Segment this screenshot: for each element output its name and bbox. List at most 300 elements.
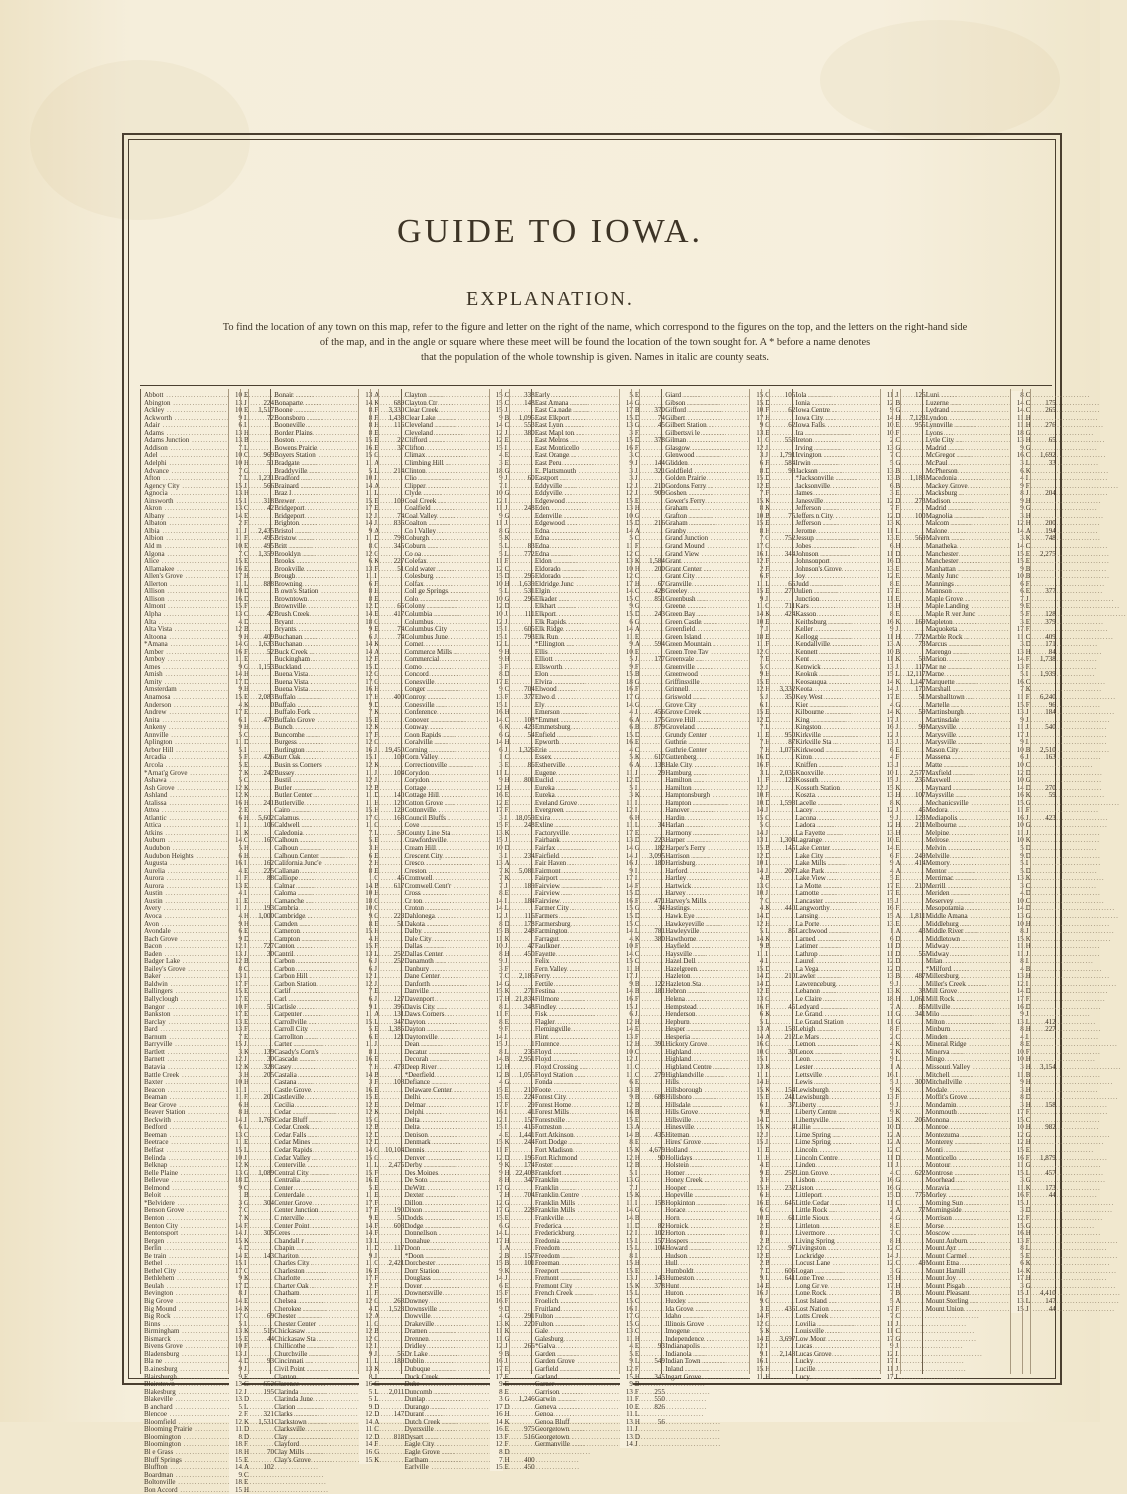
grid-letter: L: [1026, 1169, 1035, 1177]
grid-letter: H: [1026, 1086, 1035, 1094]
town-name: Bluffton .....: [144, 1463, 230, 1471]
grid-letter: H: [765, 1373, 774, 1381]
grid-number: 8: [359, 421, 372, 429]
population: 157: [513, 1252, 535, 1260]
grid-number: 13: [359, 565, 372, 573]
grid-letter: F: [1026, 995, 1035, 1003]
town-name: Ladora .....: [796, 821, 882, 829]
grid-letter: F: [244, 1342, 253, 1350]
grid-number: 12: [620, 572, 633, 580]
grid-letter: H: [505, 708, 514, 716]
grid-number: 10: [229, 587, 242, 595]
grid-letter: I: [244, 746, 253, 754]
grid-number: 9: [1011, 602, 1024, 610]
population: 109: [382, 753, 404, 761]
grid-number: 6: [750, 1010, 763, 1018]
town-name: Fairfield .....: [535, 852, 621, 860]
population: 190: [382, 1206, 404, 1214]
grid-letter: G: [896, 1335, 905, 1343]
town-name: Malvern .....: [926, 534, 1012, 542]
column-divider: [792, 389, 793, 1374]
population: 106: [252, 821, 274, 829]
grid-letter: J: [635, 489, 644, 497]
grid-number: 9: [750, 595, 763, 603]
grid-number: 15: [490, 1123, 503, 1131]
grid-number: 7: [881, 451, 894, 459]
grid-letter: H: [505, 648, 514, 656]
population: 138: [643, 761, 665, 769]
grid-letter: H: [244, 920, 253, 928]
grid-number: 5: [1011, 1252, 1024, 1260]
grid-number: 13: [620, 1033, 633, 1041]
grid-letter: D: [765, 753, 774, 761]
grid-letter: J: [896, 723, 905, 731]
grid-letter: K: [244, 769, 253, 777]
population: 2,011: [382, 1388, 404, 1396]
population: 781: [643, 927, 665, 935]
town-name: Humboldt .....: [665, 1267, 751, 1275]
grid-letter: B: [896, 482, 905, 490]
town-name: Central City .....: [274, 1169, 360, 1177]
grid-letter: D: [765, 1116, 774, 1124]
town-name: Clifton .....: [405, 444, 491, 452]
grid-number: 11: [490, 519, 503, 527]
grid-letter: H: [244, 1071, 253, 1079]
grid-letter: A: [635, 716, 644, 724]
population: 116: [513, 912, 535, 920]
town-name: *Milford .....: [926, 965, 1012, 973]
grid-letter: G: [635, 512, 644, 520]
grid-letter: E: [374, 1025, 383, 1033]
town-name: Browntown .....: [274, 595, 360, 603]
grid-number: 15: [490, 1138, 503, 1146]
town-name: Carter .....: [274, 1040, 360, 1048]
grid-number: 11: [881, 1320, 894, 1328]
town-name: Davenport .....: [405, 995, 491, 1003]
grid-number: 15: [750, 1138, 763, 1146]
grid-number: 16: [359, 1086, 372, 1094]
town-name: Coal Valley .....: [405, 512, 491, 520]
grid-number: 13: [881, 920, 894, 928]
town-name: Marysville .....: [926, 738, 1012, 746]
grid-number: 16: [490, 708, 503, 716]
grid-letter: H: [244, 1108, 253, 1116]
town-name: Big Rock .....: [144, 1312, 230, 1320]
town-name: Burgess .....: [274, 738, 360, 746]
grid-letter: A: [896, 640, 905, 648]
population: 61: [773, 1214, 795, 1222]
grid-letter: D: [374, 701, 383, 709]
grid-letter: C: [374, 542, 383, 550]
town-name: Kniffen .....: [796, 761, 882, 769]
grid-number: 11: [229, 1138, 242, 1146]
grid-number: 15: [490, 572, 503, 580]
grid-letter: H: [635, 580, 644, 588]
grid-number: 13: [750, 1025, 763, 1033]
grid-number: 13: [1011, 1297, 1024, 1305]
grid-letter: J: [505, 504, 514, 512]
grid-number: 6: [750, 459, 763, 467]
grid-letter: I: [244, 1320, 253, 1328]
population: 378: [643, 1282, 665, 1290]
grid-letter: G: [635, 904, 644, 912]
grid-letter: D: [635, 436, 644, 444]
grid-letter: B: [505, 414, 514, 422]
grid-letter: H: [896, 602, 905, 610]
grid-letter: C: [1026, 633, 1035, 641]
grid-letter: F: [505, 1010, 514, 1018]
grid-letter: G: [374, 912, 383, 920]
town-name: Ashland .....: [144, 791, 230, 799]
grid-number: 15: [359, 1154, 372, 1162]
grid-letter: B: [896, 474, 905, 482]
town-name: B anchard .....: [144, 1403, 230, 1411]
population: 84: [1034, 648, 1056, 656]
grid-number: 14: [620, 950, 633, 958]
grid-number: 15: [490, 1214, 503, 1222]
town-name: Mill Grove .....: [926, 987, 1012, 995]
grid-letter: D: [244, 1395, 253, 1403]
grid-letter: D: [1026, 904, 1035, 912]
population: 43: [904, 927, 926, 935]
town-name: Duke .....: [405, 1380, 491, 1388]
grid-number: 5: [229, 844, 242, 852]
town-name: Melvin .....: [926, 844, 1012, 852]
town-name: Bethel .....: [144, 1259, 230, 1267]
grid-number: 11: [359, 791, 372, 799]
town-name: Green Bay .....: [665, 610, 751, 618]
town-name: Barclay .....: [144, 1018, 230, 1026]
grid-letter: K: [765, 1063, 774, 1071]
grid-letter: A: [896, 1297, 905, 1305]
grid-letter: F: [244, 1222, 253, 1230]
grid-letter: J: [374, 957, 383, 965]
population: 347: [513, 1176, 535, 1184]
grid-letter: J: [1026, 708, 1035, 716]
grid-number: 8: [1011, 1040, 1024, 1048]
grid-letter: B: [635, 406, 644, 414]
town-name: East Ca.nade .....: [535, 406, 621, 414]
population: 140: [382, 791, 404, 799]
grid-number: 13: [229, 489, 242, 497]
grid-number: 11: [620, 1199, 633, 1207]
town-name: Giard .....: [665, 391, 751, 399]
population: 143: [643, 1274, 665, 1282]
column-rule: [501, 389, 502, 1374]
town-name: Elwood .....: [535, 685, 621, 693]
town-name: Greenville .....: [665, 663, 751, 671]
town-name: Corn Valley .....: [405, 753, 491, 761]
town-name: Hartwick .....: [665, 882, 751, 890]
grid-number: 11: [750, 1373, 763, 1381]
grid-number: 7: [881, 504, 894, 512]
grid-number: 16: [490, 1357, 503, 1365]
grid-letter: A: [896, 1206, 905, 1214]
grid-number: 15: [359, 1093, 372, 1101]
population: 72: [252, 414, 274, 422]
town-name: Luni .....: [926, 391, 1012, 399]
town-name: Floyd Crossing .....: [535, 1063, 621, 1071]
grid-number: 9: [1011, 738, 1024, 746]
population: 727: [252, 942, 274, 950]
grid-letter: D: [505, 844, 514, 852]
town-name: Campton .....: [274, 935, 360, 943]
grid-letter: C: [374, 1425, 383, 1433]
population: 1,438: [382, 414, 404, 422]
grid-number: 16: [881, 723, 894, 731]
town-name: Jessup .....: [796, 534, 882, 542]
population: 2,951: [513, 1055, 535, 1063]
population: 51: [904, 693, 926, 701]
grid-letter: E: [635, 648, 644, 656]
town-name: Dayton .....: [405, 1025, 491, 1033]
grid-number: 7: [750, 738, 763, 746]
town-name: Buckingham .....: [274, 655, 360, 663]
grid-number: 17: [1011, 1108, 1024, 1116]
town-name: Clay's Grove .....: [274, 1456, 360, 1464]
grid-letter: J: [1026, 1010, 1035, 1018]
population: 378: [643, 436, 665, 444]
grid-letter: G: [505, 1206, 514, 1214]
grid-letter: K: [244, 1418, 253, 1426]
town-name: Border Plains .....: [274, 429, 360, 437]
town-entry: [796, 1373, 920, 1381]
population: 300: [904, 1078, 926, 1086]
grid-letter: H: [374, 587, 383, 595]
grid-letter: E: [244, 693, 253, 701]
grid-number: 12: [490, 1154, 503, 1162]
population: 162: [252, 859, 274, 867]
grid-letter: G: [374, 1320, 383, 1328]
grid-letter: J: [635, 1274, 644, 1282]
grid-number: 8: [620, 1252, 633, 1260]
grid-number: 4: [229, 701, 242, 709]
grid-number: 6: [620, 618, 633, 626]
grid-number: 8: [490, 1388, 503, 1396]
grid-number: 15: [620, 1267, 633, 1275]
town-name: Lost Nation .....: [796, 1305, 882, 1313]
town-name: Greenfield .....: [665, 625, 751, 633]
grid-letter: J: [896, 1078, 905, 1086]
grid-number: 14: [750, 806, 763, 814]
grid-letter: E: [765, 1199, 774, 1207]
grid-number: 15: [1011, 799, 1024, 807]
grid-number: 4: [750, 1161, 763, 1169]
grid-letter: E: [1026, 1040, 1035, 1048]
town-name: Durango .....: [405, 1403, 491, 1411]
town-name: Corning .....: [405, 746, 491, 754]
town-name: Brewer .....: [274, 497, 360, 505]
population: 270: [773, 587, 795, 595]
grid-letter: G: [896, 1010, 905, 1018]
grid-letter: B: [374, 784, 383, 792]
grid-letter: H: [374, 935, 383, 943]
town-name: Center Point .....: [274, 1222, 360, 1230]
grid-letter: L: [765, 769, 774, 777]
town-name: Moravia .....: [926, 1184, 1012, 1192]
grid-number: 4: [1011, 474, 1024, 482]
grid-number: 14: [1011, 784, 1024, 792]
town-name: Bon Accord .....: [144, 1486, 230, 1494]
grid-number: 7: [881, 1003, 894, 1011]
town-name: Lacelle .....: [796, 799, 882, 807]
grid-number: 15: [490, 391, 503, 399]
grid-letter: K: [896, 1116, 905, 1124]
town-name: Hebron .....: [665, 987, 751, 995]
grid-number: 6: [620, 1010, 633, 1018]
town-name: Mitchellville .....: [926, 1078, 1012, 1086]
grid-number: 9: [1011, 482, 1024, 490]
town-name: Manchester .....: [926, 557, 1012, 565]
town-name: Lovilia .....: [796, 1320, 882, 1328]
population: 59: [1034, 791, 1056, 799]
grid-number: 9: [620, 640, 633, 648]
grid-letter: C: [635, 1063, 644, 1071]
grid-letter: K: [1026, 836, 1035, 844]
grid-letter: K: [244, 1063, 253, 1071]
town-name: Edna .....: [535, 527, 621, 535]
column-rule: [240, 389, 241, 1374]
grid-number: 11: [359, 1244, 372, 1252]
town-name: Graham .....: [665, 519, 751, 527]
grid-letter: L: [505, 542, 514, 550]
grid-number: 9: [1011, 716, 1024, 724]
grid-letter: H: [374, 889, 383, 897]
town-name: Manhattan .....: [926, 565, 1012, 573]
grid-number: 9: [750, 421, 763, 429]
town-name: Calmar .....: [274, 882, 360, 890]
town-name: East Mapl ton .....: [535, 429, 621, 437]
grid-letter: D: [244, 935, 253, 943]
grid-letter: B: [765, 1237, 774, 1245]
grid-number: 12: [490, 1063, 503, 1071]
town-name: Dallas Center .....: [405, 950, 491, 958]
town-name: Clanton .....: [274, 1373, 360, 1381]
grid-number: 11: [750, 602, 763, 610]
grid-letter: F: [374, 655, 383, 663]
town-name: Boonsboro .....: [274, 414, 360, 422]
grid-number: 6: [750, 572, 763, 580]
grid-letter: B: [505, 1252, 514, 1260]
town-name: Lawler .....: [796, 972, 882, 980]
grid-letter: J: [1026, 1199, 1035, 1207]
grid-number: 6: [881, 482, 894, 490]
grid-letter: K: [635, 557, 644, 565]
grid-number: 14: [881, 414, 894, 422]
town-name: Charter Oak .....: [274, 1282, 360, 1290]
town-name: Marcus .....: [926, 640, 1012, 648]
town-name: Factoryville .....: [535, 829, 621, 837]
town-name: Middletown .....: [926, 935, 1012, 943]
grid-letter: J: [635, 1184, 644, 1192]
grid-letter: I: [635, 806, 644, 814]
town-name: Huron .....: [665, 1289, 751, 1297]
town-name: Euclid .....: [535, 776, 621, 784]
town-name: Blairsburgh .....: [144, 1373, 230, 1381]
grid-number: 14: [620, 587, 633, 595]
grid-letter: G: [765, 1206, 774, 1214]
grid-number: 14: [1011, 987, 1024, 995]
grid-letter: H: [374, 806, 383, 814]
town-name: Bladensburg .....: [144, 1350, 230, 1358]
grid-number: 4: [620, 746, 633, 754]
town-name: Almont .....: [144, 602, 230, 610]
grid-letter: I: [1026, 980, 1035, 988]
grid-letter: I: [896, 1071, 905, 1079]
grid-letter: I: [635, 1252, 644, 1260]
town-name: Fort Richmond .....: [535, 1154, 621, 1162]
grid-number: 12: [881, 1131, 894, 1139]
population: 163: [1034, 753, 1056, 761]
grid-letter: I: [374, 972, 383, 980]
town-name: Buckland .....: [274, 663, 360, 671]
population: 1,633: [252, 640, 274, 648]
grid-number: 5: [490, 534, 503, 542]
town-name: Harford .....: [665, 867, 751, 875]
town-name: Eldorado .....: [535, 572, 621, 580]
town-name: La Vega .....: [796, 965, 882, 973]
grid-number: 9: [620, 867, 633, 875]
population: 96: [1034, 701, 1056, 709]
town-name: Cherokee .....: [274, 1305, 360, 1313]
grid-number: 2: [359, 859, 372, 867]
grid-letter: L: [505, 1229, 514, 1237]
grid-number: 18: [359, 618, 372, 626]
town-name: Hawleyville .....: [665, 927, 751, 935]
grid-number: 1: [359, 874, 372, 882]
grid-letter: E: [374, 595, 383, 603]
town-name: Carbon .....: [274, 957, 360, 965]
grid-letter: F: [374, 580, 383, 588]
grid-letter: D: [896, 1191, 905, 1199]
grid-number: 9: [359, 912, 372, 920]
grid-letter: I: [374, 753, 383, 761]
grid-letter: K: [765, 935, 774, 943]
town-name: Marshalltown .....: [926, 693, 1012, 701]
town-name: Center Junction .....: [274, 1206, 360, 1214]
grid-number: 11: [881, 950, 894, 958]
grid-letter: B: [635, 1214, 644, 1222]
town-name: Horn .....: [665, 1214, 751, 1222]
explanation-line: of the map, and in the angle or square where these meet will be found the location of the town sought for. A * before a name denotes: [140, 335, 1050, 350]
grid-number: 12: [359, 655, 372, 663]
town-name: Beetrace .....: [144, 1138, 230, 1146]
town-name: Dunlap .....: [405, 1395, 491, 1403]
grid-number: 11: [881, 633, 894, 641]
grid-letter: H: [635, 1373, 644, 1381]
grid-number: 14: [620, 1206, 633, 1214]
grid-letter: J: [896, 1320, 905, 1328]
grid-number: 9: [490, 1380, 503, 1388]
town-name: Madison .....: [926, 497, 1012, 505]
grid-letter: H: [765, 1176, 774, 1184]
grid-letter: H: [896, 633, 905, 641]
grid-letter: I: [1026, 1033, 1035, 1041]
grid-number: 5: [881, 1297, 894, 1305]
town-name: Ferry .....: [535, 972, 621, 980]
town-name: Early .....: [535, 391, 621, 399]
grid-number: 15: [229, 987, 242, 995]
grid-letter: I: [765, 859, 774, 867]
grid-number: 15: [750, 1184, 763, 1192]
town-name: Elvira .....: [535, 678, 621, 686]
town-name: Meservey .....: [926, 897, 1012, 905]
population: 428: [643, 587, 665, 595]
grid-number: 15: [1011, 1305, 1024, 1313]
town-name: Amsterdam .....: [144, 685, 230, 693]
grid-number: 17: [620, 1312, 633, 1320]
population: 305: [252, 1229, 274, 1237]
